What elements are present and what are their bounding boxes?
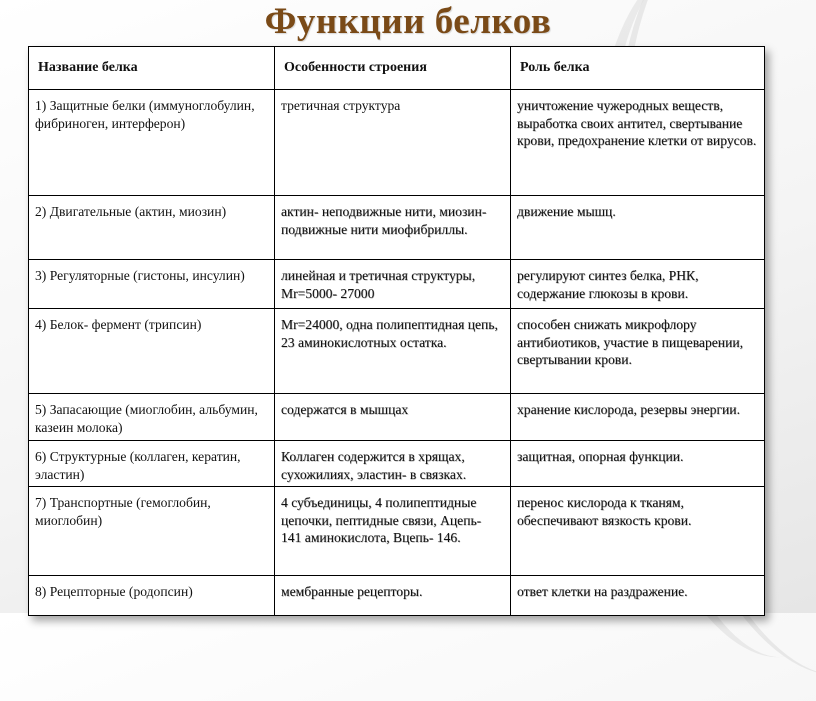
- cell-structure: Коллаген содержится в хрящах, сухожилиях, эластин- в связках.: [275, 441, 511, 487]
- cell-role: защитная, опорная функции.: [511, 441, 765, 487]
- cell-structure: третичная структура: [275, 90, 511, 196]
- cell-role: перенос кислорода к тканям, обеспечивают вязкость крови.: [511, 487, 765, 576]
- table-row: [29, 576, 765, 616]
- cell-protein-name: 1) Защитные белки (иммуноглобулин, фибриноген, интерферон): [29, 90, 275, 196]
- cell-protein-name: 3) Регуляторные (гистоны, инсулин): [29, 260, 275, 309]
- table-row: [29, 260, 765, 309]
- proteins-table: [28, 46, 765, 616]
- cell-protein-name: 8) Рецепторные (родопсин): [29, 576, 275, 616]
- table-row: [29, 487, 765, 576]
- header-role: Роль белка: [511, 47, 765, 90]
- cell-role: регулируют синтез белка, РНК, содержание глюкозы в крови.: [511, 260, 765, 309]
- page-title: Функции белков: [264, 1, 552, 42]
- cell-protein-name: 5) Запасающие (миоглобин, альбумин, казеин молока): [29, 394, 275, 441]
- cell-structure: Mr=24000, одна полипептидная цепь, 23 аминокислотных остатка.: [275, 309, 511, 394]
- table-row: [29, 441, 765, 487]
- cell-role: хранение кислорода, резервы энергии.: [511, 394, 765, 441]
- cell-protein-name: 7) Транспортные (гемоглобин, миоглобин): [29, 487, 275, 576]
- header-protein-name: Название белка: [29, 47, 275, 90]
- cell-role: способен снижать микрофлору антибиотиков, участие в пищеварении, свертывании крови.: [511, 309, 765, 394]
- table-row: [29, 196, 765, 260]
- cell-protein-name: 4) Белок- фермент (трипсин): [29, 309, 275, 394]
- cell-role: уничтожение чужеродных веществ, выработка своих антител, свертывание крови, предохранение клетки от вирусов.: [511, 90, 765, 196]
- cell-protein-name: 2) Двигательные (актин, миозин): [29, 196, 275, 260]
- cell-structure: 4 субъединицы, 4 полипептидные цепочки, пептидные связи, Ацепь- 141 аминокислота, Вцепь- 146.: [275, 487, 511, 576]
- cell-role: ответ клетки на раздражение.: [511, 576, 765, 616]
- cell-protein-name: 6) Структурные (коллаген, кератин, эластин): [29, 441, 275, 487]
- table-row: [29, 309, 765, 394]
- cell-structure: линейная и третичная структуры, Mr=5000- 27000: [275, 260, 511, 309]
- table-row: [29, 90, 765, 196]
- table-row: [29, 394, 765, 441]
- cell-structure: содержатся в мышцах: [275, 394, 511, 441]
- header-structure: Особенности строения: [275, 47, 511, 90]
- cell-structure: актин- неподвижные нити, миозин- подвижные нити миофибриллы.: [275, 196, 511, 260]
- cell-role: движение мышц.: [511, 196, 765, 260]
- table-header-row: [29, 47, 765, 90]
- cell-structure: мембранные рецепторы.: [275, 576, 511, 616]
